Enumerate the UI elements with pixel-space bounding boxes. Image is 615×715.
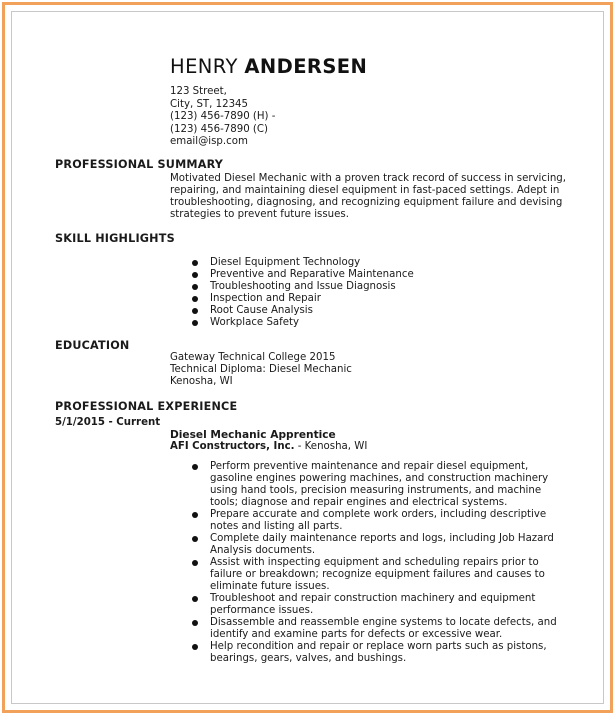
duty-text: Disassemble and reassemble engine systems to locate defects, and identify and examine parts for defects or excessive wear. (210, 617, 557, 640)
last-name: ANDERSEN (244, 55, 368, 78)
job-title: Diesel Mechanic Apprentice (170, 429, 336, 441)
list-item (192, 257, 572, 269)
company-line (170, 441, 367, 452)
first-name: HENRY (170, 55, 238, 78)
list-item (192, 593, 572, 617)
experience-heading: PROFESSIONAL EXPERIENCE (55, 400, 238, 413)
home-phone: (123) 456-7890 (H) - (170, 111, 276, 123)
list-item (192, 293, 572, 305)
skill-label: Diesel Equipment Technology (210, 257, 361, 268)
bullet-icon (192, 308, 198, 314)
education-heading: EDUCATION (55, 339, 130, 352)
job-dates: 5/1/2015 - Current (55, 417, 161, 428)
skill-label: Inspection and Repair (210, 293, 321, 304)
skills-list (192, 257, 572, 329)
list-item (192, 617, 572, 641)
city-line: City, ST, 12345 (170, 98, 249, 110)
summary-text: Motivated Diesel Mechanic with a proven track record of success in servicing, repairing, and maintaining diesel equipment in fast-paced settings. Adept in troubleshooting, diagnosing, and recognizing equipment failure and devising strategies to prevent future issues. (170, 173, 566, 220)
bullet-icon (192, 536, 198, 542)
duty-text: Complete daily maintenance reports and logs, including Job Hazard Analysis documents. (210, 533, 554, 556)
duty-text: Prepare accurate and complete work orders, including descriptive notes and listing all parts. (210, 509, 547, 532)
skills-heading: SKILL HIGHLIGHTS (55, 232, 175, 245)
list-item (192, 281, 572, 293)
bullet-icon (192, 560, 198, 566)
email: email@isp.com (170, 136, 248, 148)
address-line: 123 Street, (170, 86, 227, 97)
duty-text: Assist with inspecting equipment and scheduling repairs prior to failure or breakdown; recognize equipment failures and causes to eliminate future issues. (210, 557, 545, 592)
list-item (192, 317, 572, 329)
list-item (192, 641, 572, 665)
company-location: - Kenosha, WI (294, 441, 368, 452)
bullet-icon (192, 596, 198, 602)
list-item (192, 533, 572, 557)
bullet-icon (192, 644, 198, 650)
skill-label: Preventive and Reparative Maintenance (210, 269, 414, 280)
bullet-icon (192, 620, 198, 626)
list-item (192, 557, 572, 593)
experience-bullets (192, 461, 572, 665)
contact-block (170, 86, 275, 149)
bullet-icon (192, 272, 198, 278)
company-name: AFI Constructors, Inc. (170, 441, 295, 452)
summary-heading: PROFESSIONAL SUMMARY (55, 158, 224, 171)
list-item (192, 305, 572, 317)
degree-line: Technical Diploma: Diesel Mechanic (170, 364, 352, 375)
bullet-icon (192, 512, 198, 518)
duty-text: Help recondition and repair or replace worn parts such as pistons, bearings, gears, valves, and bushings. (210, 641, 547, 664)
bullet-icon (192, 464, 198, 470)
duty-text: Troubleshoot and repair construction machinery and equipment performance issues. (210, 593, 536, 616)
school-line: Gateway Technical College 2015 (170, 352, 336, 363)
resume-frame (2, 2, 613, 713)
education-block (170, 352, 570, 388)
skill-label: Workplace Safety (210, 317, 300, 328)
school-location: Kenosha, WI (170, 376, 233, 387)
skill-label: Troubleshooting and Issue Diagnosis (210, 281, 396, 292)
list-item (192, 269, 572, 281)
bullet-icon (192, 260, 198, 266)
candidate-name (170, 55, 367, 78)
duty-text: Perform preventive maintenance and repair diesel equipment, gasoline engines powering machines, and construction machinery using hand tools, precision measuring instruments, and machine tools; diagnose and repair engines and electrical systems. (210, 461, 549, 508)
cell-phone: (123) 456-7890 (C) (170, 123, 268, 135)
bullet-icon (192, 296, 198, 302)
bullet-icon (192, 320, 198, 326)
bullet-icon (192, 284, 198, 290)
list-item (192, 509, 572, 533)
list-item (192, 461, 572, 509)
skill-label: Root Cause Analysis (210, 305, 313, 316)
